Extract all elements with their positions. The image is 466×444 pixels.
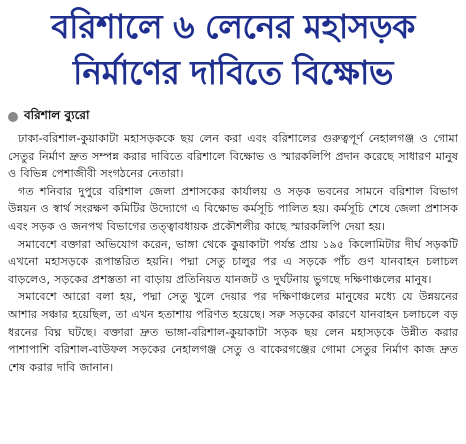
bullet-icon	[8, 112, 18, 122]
byline-text: বরিশাল ব্যুরো	[24, 108, 90, 122]
byline	[8, 108, 89, 126]
headline-line-1: বরিশালে ৬ লেনের মহাসড়ক	[51, 7, 415, 46]
paragraph-1: ঢাকা-বরিশাল-কুয়াকাটা মহাসড়ককে ছয় লেন করা এবং বরিশালের গুরুত্বপূর্ণ নেহালগঞ্জ ও গোমা সেতুর নির্মাণ দ্রুত সম্পন্ন করার দাবিতে বরিশালে বিক্ষোভ ও স্মারকলিপি প্রদান করেছে সাধারণ মানুষ ও বিভিন্ন পেশাজীবী সংগঠনের নেতারা।	[8, 132, 458, 181]
headline-line-2: নির্মাণের দাবিতে বিক্ষোভ	[72, 53, 394, 92]
paragraph-3: সমাবেশে বক্তারা অভিযোগ করেন, ভাঙ্গা থেকে কুয়াকাটা পর্যন্ত প্রায় ১৯৫ কিলোমিটার দীর্ঘ সড়কটি এখনো মহাসড়কে রূপান্তরিত হয়নি। পদ্মা সেতু চালুর পর এ সড়কে পাঁচ গুণ যানবাহন চলাচল বাড়লেও, সড়কের প্রশস্ততা না বাড়ায় প্রতিনিয়ত যানজট ও দুর্ঘটনায় ভুগছে দক্ষিণাঞ্চলের মানুষ।	[8, 237, 458, 286]
article-body	[8, 130, 458, 436]
paragraph-2: গত শনিবার দুপুরে বরিশাল জেলা প্রশাসকের কার্যালয় ও সড়ক ভবনের সামনে বরিশাল বিভাগ উন্নয়ন ও স্বার্থ সংরক্ষণ কমিটির উদ্যোগে এ বিক্ষোভ কর্মসূচি পালিত হয়। কর্মসূচি শেষে জেলা প্রশাসক এবং সড়ক ও জনপথ বিভাগের তত্ত্বাবধায়ক প্রকৌশলীর কাছে স্মারকলিপি দেয়া হয়।	[8, 184, 458, 233]
paragraph-4: সমাবেশে আরো বলা হয়, পদ্মা সেতু খুলে দেয়ার পর দক্ষিণাঞ্চলের মানুষের মধ্যে যে উন্নয়নের আশার সঞ্চার হয়েছিল, তা এখন হতাশায় পরিণত হয়েছে। সরু সড়কের কারণে যানবাহন চলাচলে বড় ধরনের বিঘ্ন ঘটছে। বক্তারা দ্রুত ভাঙ্গা-বরিশাল-কুয়াকাটা সড়ক ছয় লেন মহাসড়কে উন্নীত করার পাশাপাশি বরিশাল-বাউফল সড়কের নেহালগঞ্জ সেতু ও বাকেরগঞ্জের গোমা সেতুর নির্মাণ কাজ দ্রুত শেষ করার দাবি জানান।	[8, 290, 458, 374]
